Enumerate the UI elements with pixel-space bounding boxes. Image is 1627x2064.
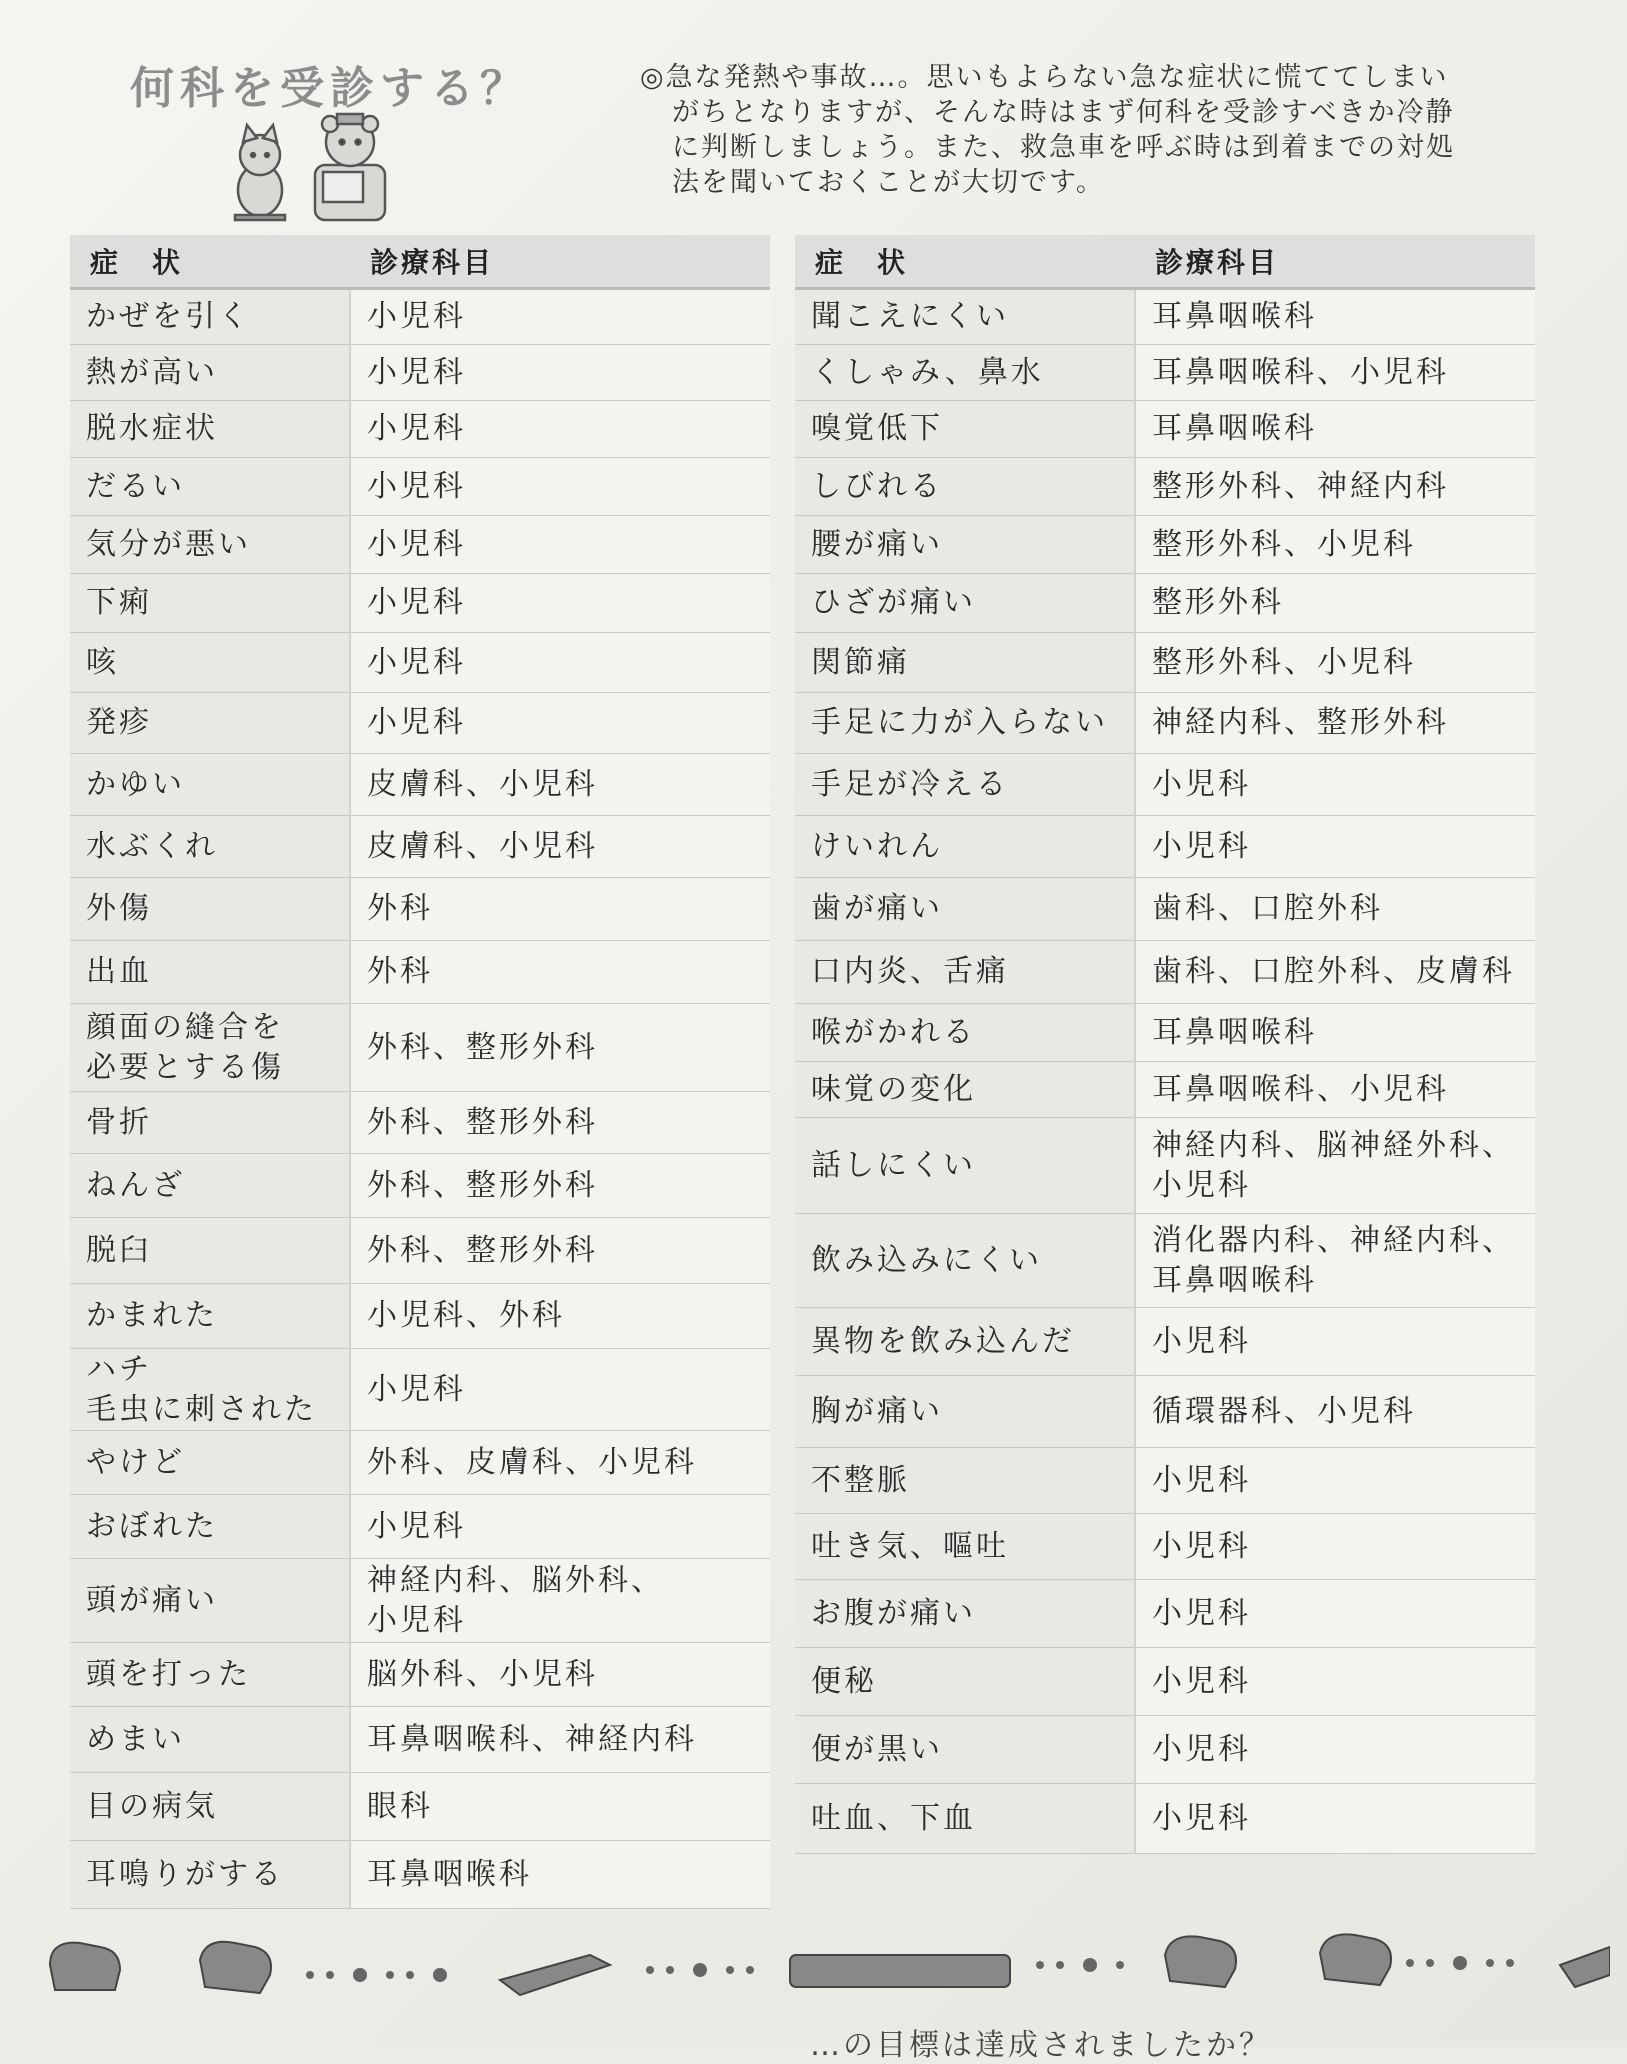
department-cell: 外科、整形外科 xyxy=(350,1004,770,1092)
table-row xyxy=(795,1062,1535,1118)
table-row xyxy=(795,1716,1535,1784)
table-row xyxy=(70,1559,770,1643)
table-row xyxy=(795,1004,1535,1062)
table-row xyxy=(70,289,770,345)
symptom-header: 症 状 xyxy=(70,235,350,289)
symptom-cell: かまれた xyxy=(70,1284,350,1349)
intro-line: に判断しましょう。また、救急車を呼ぶ時は到着までの対処 xyxy=(672,132,1455,163)
table-row xyxy=(795,1514,1535,1580)
symptom-cell: かゆい xyxy=(70,754,350,816)
table-row xyxy=(70,1349,770,1431)
table-row xyxy=(795,345,1535,401)
table-row xyxy=(70,1643,770,1707)
department-cell: 整形外科、小児科 xyxy=(1135,516,1535,574)
symptom-cell: 頭が痛い xyxy=(70,1559,350,1643)
symptom-cell: 関節痛 xyxy=(795,633,1135,693)
symptom-cell: 出血 xyxy=(70,941,350,1004)
department-cell: 外科 xyxy=(350,878,770,941)
bear-doctor-icon xyxy=(315,114,385,220)
department-cell: 小児科 xyxy=(350,574,770,633)
table-header-row xyxy=(795,235,1535,289)
table-row xyxy=(70,1218,770,1284)
symptom-cell: 味覚の変化 xyxy=(795,1062,1135,1118)
table-row xyxy=(795,941,1535,1004)
symptom-cell: だるい xyxy=(70,458,350,516)
department-cell: 歯科、口腔外科、皮膚科 xyxy=(1135,941,1535,1004)
table-row xyxy=(70,1004,770,1092)
table-row xyxy=(70,345,770,401)
table-row xyxy=(795,289,1535,345)
symptom-cell: 飲み込みにくい xyxy=(795,1214,1135,1308)
department-cell: 小児科 xyxy=(1135,1716,1535,1784)
scarf-icon xyxy=(790,1955,1010,1987)
department-cell: 小児科 xyxy=(1135,1448,1535,1514)
table-row xyxy=(70,816,770,878)
mitten-icon xyxy=(1320,1934,1391,1985)
symptom-cell: 喉がかれる xyxy=(795,1004,1135,1062)
symptom-cell: 聞こえにくい xyxy=(795,289,1135,345)
symptom-cell: 便が黒い xyxy=(795,1716,1135,1784)
symptom-cell: かぜを引く xyxy=(70,289,350,345)
table-row xyxy=(795,754,1535,816)
department-cell: 小児科 xyxy=(350,458,770,516)
department-cell: 整形外科 xyxy=(1135,574,1535,633)
symptom-cell: 吐血、下血 xyxy=(795,1784,1135,1854)
symptom-cell: 気分が悪い xyxy=(70,516,350,574)
intro-paragraph xyxy=(640,60,1560,200)
department-cell: 外科、整形外科 xyxy=(350,1092,770,1154)
symptom-cell: けいれん xyxy=(795,816,1135,878)
table-row xyxy=(70,1841,770,1909)
table-row xyxy=(70,693,770,754)
department-cell: 神経内科、脳神経外科、 小児科 xyxy=(1135,1118,1535,1214)
symptom-cell: 脱臼 xyxy=(70,1218,350,1284)
department-cell: 小児科 xyxy=(350,401,770,458)
symptom-cell: 嗅覚低下 xyxy=(795,401,1135,458)
intro-line: 法を聞いておくことが大切です。 xyxy=(672,167,1105,198)
symptom-cell: 発疹 xyxy=(70,693,350,754)
symptom-cell: 顔面の縫合を 必要とする傷 xyxy=(70,1004,350,1092)
department-cell: 歯科、口腔外科 xyxy=(1135,878,1535,941)
department-cell: 小児科 xyxy=(1135,1784,1535,1854)
symptom-cell: めまい xyxy=(70,1707,350,1773)
table-row xyxy=(795,693,1535,754)
symptom-cell: くしゃみ、鼻水 xyxy=(795,345,1135,401)
symptom-cell: 耳鳴りがする xyxy=(70,1841,350,1909)
symptom-header: 症 状 xyxy=(795,235,1135,289)
department-cell: 小児科 xyxy=(350,693,770,754)
table-row xyxy=(795,816,1535,878)
symptom-cell: 腰が痛い xyxy=(795,516,1135,574)
department-cell: 眼科 xyxy=(350,1773,770,1841)
table-row xyxy=(70,1773,770,1841)
table-header-row xyxy=(70,235,770,289)
symptom-cell: やけど xyxy=(70,1431,350,1495)
department-cell: 小児科 xyxy=(350,516,770,574)
department-cell: 小児科、外科 xyxy=(350,1284,770,1349)
department-cell: 皮膚科、小児科 xyxy=(350,754,770,816)
department-header: 診療科目 xyxy=(1135,235,1535,289)
symptom-table-right xyxy=(795,235,1535,1854)
department-cell: 耳鼻咽喉科、小児科 xyxy=(1135,1062,1535,1118)
department-cell: 外科 xyxy=(350,941,770,1004)
table-row xyxy=(795,1580,1535,1648)
page-title: 何科を受診する？ xyxy=(130,63,530,114)
table-row xyxy=(795,516,1535,574)
table-row xyxy=(795,458,1535,516)
symptom-cell: 異物を飲み込んだ xyxy=(795,1308,1135,1376)
table-row xyxy=(795,1214,1535,1308)
department-cell: 整形外科、小児科 xyxy=(1135,633,1535,693)
symptom-cell: お腹が痛い xyxy=(795,1580,1135,1648)
mascot-illustration xyxy=(215,110,415,230)
department-cell: 耳鼻咽喉科、神経内科 xyxy=(350,1707,770,1773)
symptom-cell: 歯が痛い xyxy=(795,878,1135,941)
symptom-cell: 咳 xyxy=(70,633,350,693)
department-cell: 循環器科、小児科 xyxy=(1135,1376,1535,1448)
table-row xyxy=(70,458,770,516)
department-cell: 耳鼻咽喉科 xyxy=(1135,401,1535,458)
sled-icon xyxy=(1560,1947,1610,1987)
department-cell: 外科、整形外科 xyxy=(350,1154,770,1218)
department-cell: 小児科 xyxy=(1135,1308,1535,1376)
table-row xyxy=(70,1495,770,1559)
symptom-cell: 手足が冷える xyxy=(795,754,1135,816)
table-row xyxy=(70,1707,770,1773)
department-cell: 皮膚科、小児科 xyxy=(350,816,770,878)
symptom-cell: 話しにくい xyxy=(795,1118,1135,1214)
symptom-cell: 吐き気、嘔吐 xyxy=(795,1514,1135,1580)
department-cell: 脳外科、小児科 xyxy=(350,1643,770,1707)
symptom-cell: 外傷 xyxy=(70,878,350,941)
department-cell: 小児科 xyxy=(1135,1648,1535,1716)
table-row xyxy=(70,878,770,941)
symptom-cell: 骨折 xyxy=(70,1092,350,1154)
department-cell: 小児科 xyxy=(350,1495,770,1559)
intro-line: がちとなりますが、そんな時はまず何科を受診すべきか冷静 xyxy=(672,97,1455,128)
table-row xyxy=(795,1784,1535,1854)
department-cell: 小児科 xyxy=(1135,1514,1535,1580)
table-row xyxy=(795,1448,1535,1514)
symptom-cell: ハチ 毛虫に刺された xyxy=(70,1349,350,1431)
table-row xyxy=(795,401,1535,458)
symptom-cell: 口内炎、舌痛 xyxy=(795,941,1135,1004)
symptom-cell: しびれる xyxy=(795,458,1135,516)
department-cell: 耳鼻咽喉科、小児科 xyxy=(1135,345,1535,401)
symptom-cell: 便秘 xyxy=(795,1648,1135,1716)
intro-line: ◎急な発熱や事故…。思いもよらない急な症状に慌ててしまい xyxy=(640,62,1449,93)
symptom-cell: 水ぶくれ xyxy=(70,816,350,878)
department-cell: 外科、整形外科 xyxy=(350,1218,770,1284)
footer-decoration xyxy=(30,1925,1610,2015)
table-row xyxy=(70,1154,770,1218)
table-row xyxy=(795,1308,1535,1376)
department-cell: 小児科 xyxy=(1135,816,1535,878)
symptom-cell: 不整脈 xyxy=(795,1448,1135,1514)
table-row xyxy=(70,516,770,574)
mitten-icon xyxy=(200,1942,271,1993)
table-row xyxy=(70,574,770,633)
table-row xyxy=(70,1431,770,1495)
department-cell: 神経内科、脳外科、 小児科 xyxy=(350,1559,770,1643)
table-row xyxy=(795,878,1535,941)
table-row xyxy=(795,574,1535,633)
table-row xyxy=(795,633,1535,693)
table-row xyxy=(70,754,770,816)
symptom-cell: おぼれた xyxy=(70,1495,350,1559)
symptom-table-left xyxy=(70,235,770,1909)
symptom-cell: 頭を打った xyxy=(70,1643,350,1707)
department-cell: 整形外科、神経内科 xyxy=(1135,458,1535,516)
symptom-cell: 下痢 xyxy=(70,574,350,633)
department-cell: 小児科 xyxy=(350,345,770,401)
department-header: 診療科目 xyxy=(350,235,770,289)
table-row xyxy=(795,1648,1535,1716)
department-cell: 小児科 xyxy=(350,289,770,345)
bottom-cutoff-text: …の目標は達成されましたか？ xyxy=(810,2028,1272,2063)
symptom-cell: ねんざ xyxy=(70,1154,350,1218)
symptom-cell: ひざが痛い xyxy=(795,574,1135,633)
department-cell: 小児科 xyxy=(350,633,770,693)
table-row xyxy=(795,1376,1535,1448)
department-cell: 小児科 xyxy=(1135,754,1535,816)
table-row xyxy=(70,633,770,693)
department-cell: 消化器内科、神経内科、 耳鼻咽喉科 xyxy=(1135,1214,1535,1308)
cat-icon xyxy=(235,125,285,220)
symptom-cell: 目の病気 xyxy=(70,1773,350,1841)
table-row xyxy=(70,941,770,1004)
symptom-cell: 脱水症状 xyxy=(70,401,350,458)
department-cell: 神経内科、整形外科 xyxy=(1135,693,1535,754)
department-cell: 小児科 xyxy=(1135,1580,1535,1648)
department-cell: 小児科 xyxy=(350,1349,770,1431)
mitten-icon xyxy=(50,1943,120,1990)
sled-icon xyxy=(500,1955,610,1995)
table-row xyxy=(70,1284,770,1349)
department-cell: 耳鼻咽喉科 xyxy=(1135,1004,1535,1062)
symptom-cell: 胸が痛い xyxy=(795,1376,1135,1448)
table-row xyxy=(70,401,770,458)
table-row xyxy=(795,1118,1535,1214)
department-cell: 外科、皮膚科、小児科 xyxy=(350,1431,770,1495)
table-row xyxy=(70,1092,770,1154)
department-cell: 耳鼻咽喉科 xyxy=(350,1841,770,1909)
department-cell: 耳鼻咽喉科 xyxy=(1135,289,1535,345)
symptom-cell: 熱が高い xyxy=(70,345,350,401)
mitten-icon xyxy=(1165,1936,1236,1987)
symptom-cell: 手足に力が入らない xyxy=(795,693,1135,754)
